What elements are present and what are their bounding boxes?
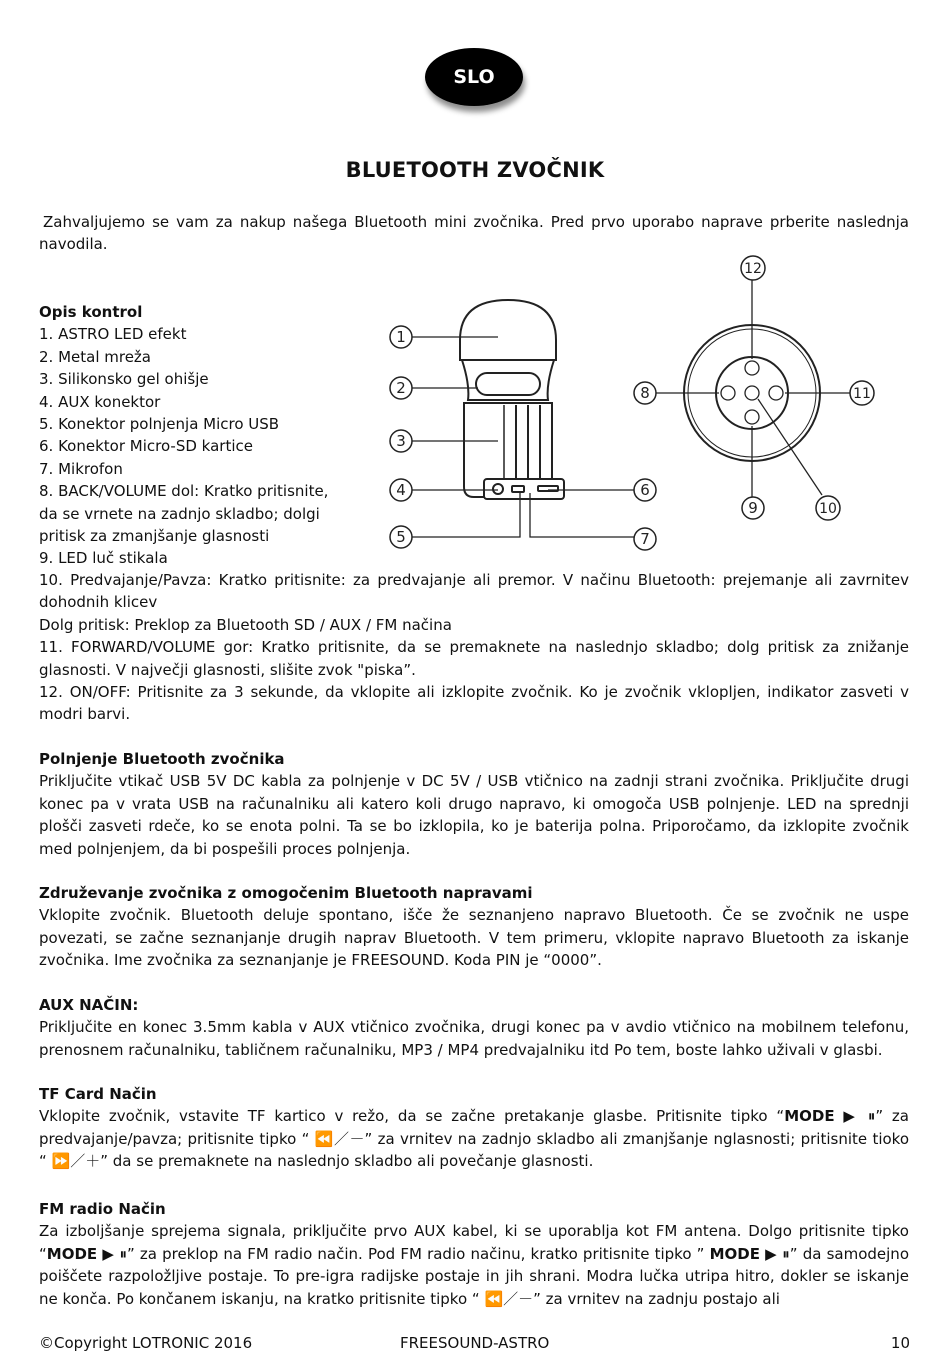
prev-volume-down-icon: ⏪／－ — [484, 1289, 534, 1308]
forward-button — [769, 386, 783, 400]
control-item-10: 10. Predvajanje/Pavza: Kratko pritisnite: za predvajanje ali premor. V načinu Bluetooth: prejemanje ali zavrnitev dohodnih klicev — [39, 571, 909, 612]
control-item-11: 11. FORWARD/VOLUME gor: Kratko pritisnite, da se premaknete na naslednjo skladbo; dolg pritisk za znižanje glasnosti. V največji glasnosti, slišite zvok "piska”. — [39, 638, 909, 679]
charging-heading: Polnjenje Bluetooth zvočnika — [39, 750, 285, 768]
callout-9: 9 — [748, 499, 758, 517]
callout-1: 1 — [396, 328, 406, 346]
callout-7: 7 — [640, 530, 650, 548]
page-title: BLUETOOTH ZVOČNIK — [345, 158, 605, 182]
footer-page-number: 10 — [890, 1334, 910, 1352]
control-item: da se vrnete na zadnjo skladbo; dolgi — [39, 504, 320, 523]
callout-6: 6 — [640, 481, 650, 499]
mode-key-label: MODE — [784, 1107, 835, 1126]
speaker-dome — [460, 300, 556, 360]
play-pause-icon: ▶ ⏸ — [765, 1244, 790, 1263]
charging-section — [39, 748, 909, 860]
prev-volume-down-icon: ⏪／－ — [314, 1129, 365, 1148]
power-button — [745, 361, 759, 375]
mode-button — [745, 386, 759, 400]
control-item: 8. BACK/VOLUME dol: Kratko pritisnite, — [39, 482, 329, 501]
fm-section — [39, 1198, 909, 1310]
control-item-12: 12. ON/OFF: Pritisnite za 3 sekunde, da vklopite ali izklopite zvočnik. Ko je zvočnik vklopljen, indikator zasveti v modri barvi. — [39, 683, 909, 724]
controls-section — [39, 301, 379, 570]
language-badge-label: SLO — [453, 66, 495, 88]
mode-key-label: MODE — [46, 1244, 98, 1263]
control-item: 1. ASTRO LED efekt — [39, 325, 187, 344]
led-button — [745, 410, 759, 424]
next-volume-up-icon: ⏩／＋ — [51, 1152, 101, 1171]
fm-heading: FM radio Način — [39, 1200, 166, 1218]
metal-grille — [476, 373, 540, 395]
play-pause-icon: ▶ ⏸ — [843, 1107, 876, 1126]
callout-8: 8 — [640, 384, 650, 402]
callout-2: 2 — [396, 379, 406, 397]
callout-10: 10 — [819, 501, 837, 517]
callout-12: 12 — [744, 261, 762, 277]
play-pause-icon: ▶ ⏸ — [102, 1244, 127, 1263]
callout-11: 11 — [853, 386, 871, 402]
controls-continued — [39, 569, 909, 726]
top-view-panel — [716, 357, 788, 429]
intro-paragraph: Zahvaljujemo se vam za nakup našega Bluetooth mini zvočnika. Pred prvo uporabo naprave prberite naslednja navodila. — [39, 213, 909, 254]
controls-heading: Opis kontrol — [39, 303, 143, 321]
pairing-heading: Združevanje zvočnika z omogočenim Bluetooth napravami — [39, 884, 533, 902]
back-button — [721, 386, 735, 400]
footer-copyright: ©Copyright LOTRONIC 2016 — [39, 1334, 253, 1352]
control-item: 3. Silikonsko gel ohišje — [39, 370, 209, 389]
fm-body: Za izboljšanje sprejema signala, priključite prvo AUX kabel, ki se uporablja kot FM antena. Dolgo pritisnite tipko “MODE ▶ ⏸” za preklop na FM radio način. Pod FM radio načinu, kratko pritisnite tipko ” MODE ▶ ⏸” da samodejno poiščete razpoložljive postaje. To pre-igra radijske postaje in jih shrani. Modra lučka utripa hitro, dokler se iskanje ne konča. Po končanem iskanju, na kratko pritisnite tipko “ ⏪／－” za vrnitev na zadnju postajo ali — [39, 1222, 909, 1308]
tf-section — [39, 1083, 909, 1173]
tf-body: Vklopite zvočnik, vstavite TF kartico v režo, da se začne pretakanje glasbe. Pritisnite tipko “MODE ▶ ⏸” za predvajanje/pavza; pritisnite tipko “ ⏪／－” za vrnitev na zadnjo skladbo ali zmanjšanje nglasnosti; pritisnite tioko “ ⏩／＋” da se premaknete na naslednjo skladbo ali povečanje glasnosti. — [39, 1107, 910, 1171]
callout-5: 5 — [396, 528, 406, 546]
footer-model: FREESOUND-ASTRO — [400, 1334, 550, 1352]
callout-3: 3 — [396, 432, 406, 450]
control-item: 6. Konektor Micro-SD kartice — [39, 437, 253, 456]
long-press-note: Dolg pritisk: Preklop za Bluetooth SD / AUX / FM načina — [39, 615, 452, 634]
control-item: 2. Metal mreža — [39, 347, 152, 366]
callout-4: 4 — [396, 481, 406, 499]
control-item: 7. Mikrofon — [39, 459, 123, 478]
pairing-body: Vklopite zvočnik. Bluetooth deluje spontano, išče že seznanjeno napravo Bluetooth. Če se zvočnik ne uspe povezati, se začne seznanjanje drugih naprav Bluetooth. V tem primeru, vklopite napravo Bluetooth za iskanje zvočnika. Ime zvočnika za seznanjanje je FREESOUND. Koda PIN je “0000”. — [39, 906, 909, 970]
tf-heading: TF Card Način — [39, 1085, 157, 1103]
charging-body: Priključite vtikač USB 5V DC kabla za polnjenje v DC 5V / USB vtičnico na zadnji strani zvočnika. Priključite drugi konec pa v vrata USB na računalniku ali katero koli drugo napravo, ki omogoča USB polnjenje. LED na sprednji plošči zasveti rdeče, ko se enota polni. Ta se bo izklopila, ko je baterija polna. Priporočamo, da izklopite zvočnik med polnjenjem, da bi pospešili proces polnjenja. — [39, 772, 909, 858]
control-item: pritisk za zmanjšanje glasnosti — [39, 527, 270, 546]
control-item: 5. Konektor polnjenja Micro USB — [39, 415, 280, 434]
aux-heading: AUX NAČIN: — [39, 996, 139, 1014]
control-item: 4. AUX konektor — [39, 392, 161, 411]
aux-section — [39, 994, 909, 1061]
pairing-section — [39, 882, 909, 972]
control-item: 9. LED luč stikala — [39, 549, 168, 568]
mode-key-label: MODE — [709, 1244, 760, 1263]
language-badge — [425, 48, 523, 106]
speaker-diagram — [380, 255, 900, 555]
aux-body: Priključite en konec 3.5mm kabla v AUX vtičnico zvočnika, drugi konec pa v avdio vtičnico na mobilnem telefonu, prenosnem računalniku, tabličnem računalniku, MP3 / MP4 predvajalniku itd Po tem, boste lahko uživali v glasbi. — [39, 1018, 909, 1059]
